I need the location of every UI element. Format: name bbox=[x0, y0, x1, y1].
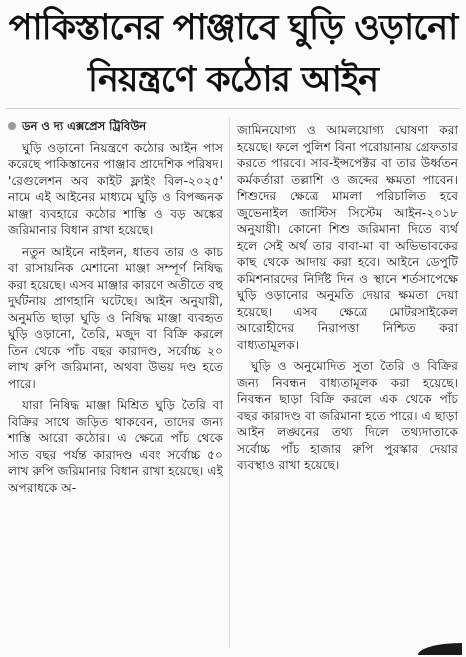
article-column-right bbox=[237, 122, 458, 479]
paragraph: যারা নিষিদ্ধ মাঞ্জা মিশ্রিত ঘুড়ি তৈরি বা বিক্রির সাথে জড়িত থাকবেন, তাদের জন্য শাস্তি আরো কঠোর। এ ক্ষেত্রে পাঁচ থেকে সাত বছর পর্যন্ত কারাদণ্ড এবং সর্বোচ্চ ৫০ লাখ রুপি জরিমানার বিধান রাখা হয়েছে। এই অপরাধকে অ- bbox=[8, 398, 223, 495]
paragraph: ঘুড়ি ও অনুমোদিত সুতা তৈরি ও বিক্রির জন্য নিবন্ধন বাধ্যতামূলক করা হয়েছে। নিবন্ধন ছাড়া বিক্রি করলে এক থেকে পাঁচ বছর কারাদণ্ড বা জরিমানা হতে পারে। এ ছাড়া আইন লঙ্ঘনের তথ্য দিলে তথ্যদাতাকে সর্বোচ্চ পাঁচ হাজার রুপি পুরস্কার দেয়ার ব্যবস্থাও রাখা হয়েছে। bbox=[237, 359, 458, 472]
headline-line-2: নিয়ন্ত্রণে কঠোর আইন bbox=[87, 60, 378, 100]
article-column-left bbox=[8, 118, 223, 501]
byline bbox=[8, 118, 223, 135]
column-divider bbox=[229, 118, 230, 648]
paragraph: নতুন আইনে নাইলন, ধাতব তার ও কাচ বা রাসায়নিক মেশানো মাঞ্জা সম্পূর্ণ নিষিদ্ধ করা হয়েছে। এসব মাঞ্জার কারণে অতীতে বহু দুর্ঘটনায় প্রাণহানি ঘটেছে। আইন অনুযায়ী, অনুমতি ছাড়া ঘুড়ি ও নিষিদ্ধ মাঞ্জা ব্যবহৃত ঘুড়ি ওড়ানো, তৈরি, মজুদ বা বিক্রি করলে তিন থেকে পাঁচ বছর কারাদণ্ড, সর্বোচ্চ ২০ লাখ রুপি জরিমানা, অথবা উভয় দণ্ড হতে পারে। bbox=[8, 244, 224, 391]
byline-text: ডন ও দ্য এক্সপ্রেস ট্রিবিউন bbox=[22, 119, 147, 133]
headline-line-1: পাকিস্তানের পাঞ্জাবে ঘুড়ি ওড়ানো bbox=[8, 8, 458, 48]
page-corner-shadow bbox=[418, 643, 462, 655]
paragraph: ঘুড়ি ওড়ানো নিয়ন্ত্রণে কঠোর আইন পাস করেছে পাকিস্তানের পাঞ্জাব প্রাদেশিক পরিষদ। 'রেগুলেশন অব কাইট ফ্লাইং বিল-২০২৫' নামে এই আইনের মাধ্যমে ঘুড়ি ও বিপজ্জনক মাঞ্জা ব্যবহারে কঠোর শাস্তি ও বড় অঙ্কের জরিমানার বিধান রাখা হয়েছে। bbox=[8, 140, 223, 237]
headline-rule bbox=[6, 108, 460, 109]
paragraph: জামিনযোগ্য ও আমলযোগ্য ঘোষণা করা হয়েছে। ফলে পুলিশ বিনা পরোয়ানায় গ্রেফতার করতে পারবে। সাব-ইন্সপেক্টর বা তার উর্ধ্বতন কর্মকর্তারা তল্লাশি ও জব্দের ক্ষমতা পাবেন। শিশুদের ক্ষেত্রে মামলা পরিচালিত হবে জুভেনাইল জাস্টিস সিস্টেম আইন-২০১৮ অনুযায়ী। কোনো শিশু জরিমানা দিতে ব্যর্থ হলে সেই অর্থ তার বাবা-মা বা অভিভাবকের কাছ থেকে আদায় করা হবে। আইনে ডেপুটি কমিশনারদের নির্দিষ্ট দিন ও স্থানে শর্তসাপেক্ষে ঘুড়ি ওড়ানোর অনুমতি দেয়ার ক্ষমতা দেয়া হয়েছে। এসব ক্ষেত্রে মোটরসাইকেল আরোহীদের নিরাপত্তা নিশ্চিত করা বাধ্যতামূলক। bbox=[237, 123, 458, 352]
bullet-icon bbox=[8, 122, 16, 130]
